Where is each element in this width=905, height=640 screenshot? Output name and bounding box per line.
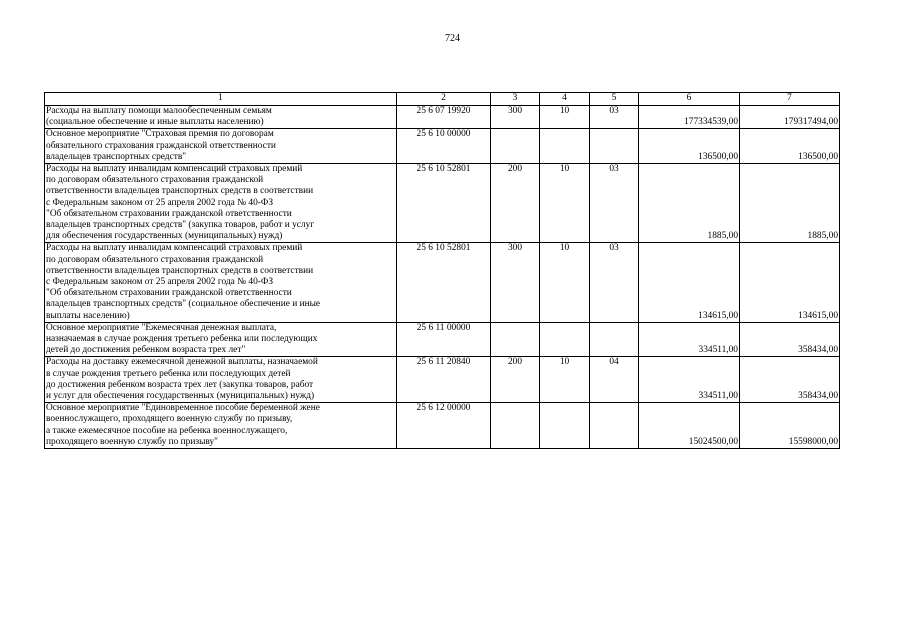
col-header-3: 3 — [491, 93, 540, 106]
row-pr-code: 03 — [590, 243, 639, 322]
row-rz-code — [540, 403, 590, 449]
row-amount-col7: 358434,00 — [740, 357, 840, 403]
row-name-line: по договорам обязательного страхования гражданской — [46, 175, 264, 186]
row-name-line: по договорам обязательного страхования гражданской — [46, 254, 264, 265]
row-rz-code: 10 — [540, 357, 590, 403]
row-name — [45, 403, 397, 449]
row-amount-col6: 1885,00 — [639, 164, 740, 243]
row-name-line: владельцев транспортных средств" (закупка товаров, работ и услуг — [46, 220, 315, 231]
row-amount-col6: 334511,00 — [639, 322, 740, 357]
row-amount-col6: 134615,00 — [639, 243, 740, 322]
row-amount-col7: 1885,00 — [740, 164, 840, 243]
row-vr-code — [491, 129, 540, 164]
row-vr-code: 300 — [491, 106, 540, 129]
page-number: 724 — [445, 33, 460, 44]
row-name-line: с Федеральным законом от 25 апреля 2002 года № 40-ФЗ — [46, 277, 274, 288]
col-header-1: 1 — [45, 93, 397, 106]
row-pr-code: 03 — [590, 164, 639, 243]
table-row — [45, 164, 840, 243]
table-row — [45, 403, 840, 449]
row-pr-code: 04 — [590, 357, 639, 403]
row-amount-col7: 134615,00 — [740, 243, 840, 322]
row-name-line: с Федеральным законом от 25 апреля 2002 года № 40-ФЗ — [46, 197, 274, 208]
row-name-line: Основное мероприятие "Страховая премия по договорам — [46, 129, 274, 140]
row-name — [45, 357, 397, 403]
col-header-7: 7 — [740, 93, 840, 106]
row-name-line: Основное мероприятие "Единовременное пособие беременной жене — [46, 403, 320, 414]
row-amount-col6: 136500,00 — [639, 129, 740, 164]
row-name-line: Основное мероприятие "Ежемесячная денежная выплата, — [46, 322, 277, 333]
row-amount-col7: 358434,00 — [740, 322, 840, 357]
table-row — [45, 357, 840, 403]
table-row — [45, 243, 840, 322]
row-name-line: Расходы на выплату инвалидам компенсаций страховых премий — [46, 164, 303, 175]
row-name-line: и услуг для обеспечения государственных (муниципальных) нужд) — [46, 391, 315, 402]
row-pr-code: 03 — [590, 106, 639, 129]
row-name-line: детей до достижения ребенком возраста трех лет" — [46, 345, 246, 356]
row-name-line: до достижения ребенком возраста трех лет (закупка товаров, работ — [46, 379, 314, 390]
table-row — [45, 322, 840, 357]
row-vr-code: 300 — [491, 243, 540, 322]
row-name-line: военнослужащего, проходящего военную службу по призыву, — [46, 414, 293, 425]
row-amount-col7: 15598000,00 — [740, 403, 840, 449]
row-vr-code: 200 — [491, 164, 540, 243]
row-vr-code — [491, 322, 540, 357]
row-name-line: Расходы на доставку ежемесячной денежной выплаты, назначаемой — [46, 357, 318, 368]
budget-table — [44, 92, 840, 449]
row-pr-code — [590, 403, 639, 449]
row-name — [45, 164, 397, 243]
row-amount-col6: 177334539,00 — [639, 106, 740, 129]
row-vr-code: 200 — [491, 357, 540, 403]
row-csr-code: 25 6 11 20840 — [397, 357, 491, 403]
row-pr-code — [590, 129, 639, 164]
row-csr-code: 25 6 12 00000 — [397, 403, 491, 449]
row-name — [45, 243, 397, 322]
row-rz-code — [540, 129, 590, 164]
row-name-line: "Об обязательном страховании гражданской ответственности — [46, 208, 292, 219]
row-name-line: назначаемая в случае рождения третьего ребенка или последующих — [46, 334, 318, 345]
row-name-line: проходящего военную службу по призыву" — [46, 436, 218, 447]
row-amount-col6: 334511,00 — [639, 357, 740, 403]
row-rz-code — [540, 322, 590, 357]
row-name — [45, 106, 397, 129]
row-name-line: в случае рождения третьего ребенка или последующих детей — [46, 368, 291, 379]
row-rz-code: 10 — [540, 243, 590, 322]
row-name-line: "Об обязательном страховании гражданской ответственности — [46, 288, 292, 299]
row-name-line: (социальное обеспечение и иные выплаты населению) — [46, 117, 264, 128]
row-name-line: обязательного страхования гражданской ответственности — [46, 140, 276, 151]
row-amount-col6: 15024500,00 — [639, 403, 740, 449]
row-name-line: Расходы на выплату помощи малообеспеченным семьям — [46, 106, 272, 116]
row-csr-code: 25 6 07 19920 — [397, 106, 491, 129]
row-name-line: выплаты населению) — [46, 310, 130, 321]
col-header-5: 5 — [590, 93, 639, 106]
row-name — [45, 129, 397, 164]
row-csr-code: 25 6 10 52801 — [397, 164, 491, 243]
col-header-4: 4 — [540, 93, 590, 106]
row-rz-code: 10 — [540, 164, 590, 243]
row-rz-code: 10 — [540, 106, 590, 129]
row-name-line: ответственности владельцев транспортных средств в соответствии — [46, 265, 314, 276]
table-row — [45, 129, 840, 164]
col-header-6: 6 — [639, 93, 740, 106]
header-row — [45, 93, 840, 106]
row-csr-code: 25 6 10 00000 — [397, 129, 491, 164]
table-row — [45, 106, 840, 129]
row-pr-code — [590, 322, 639, 357]
row-name-line: Расходы на выплату инвалидам компенсаций страховых премий — [46, 243, 303, 254]
row-name-line: ответственности владельцев транспортных средств в соответствии — [46, 186, 314, 197]
row-name-line: а также ежемесячное пособие на ребенка военнослужащего, — [46, 425, 288, 436]
row-name-line: владельцев транспортных средств" — [46, 151, 187, 162]
row-csr-code: 25 6 11 00000 — [397, 322, 491, 357]
col-header-2: 2 — [397, 93, 491, 106]
row-amount-col7: 136500,00 — [740, 129, 840, 164]
table-body — [45, 106, 840, 449]
row-name-line: владельцев транспортных средств" (социальное обеспечение и иные — [46, 299, 321, 310]
row-amount-col7: 179317494,00 — [740, 106, 840, 129]
row-csr-code: 25 6 10 52801 — [397, 243, 491, 322]
row-name-line: для обеспечения государственных (муниципальных) нужд) — [46, 231, 283, 242]
row-vr-code — [491, 403, 540, 449]
row-name — [45, 322, 397, 357]
